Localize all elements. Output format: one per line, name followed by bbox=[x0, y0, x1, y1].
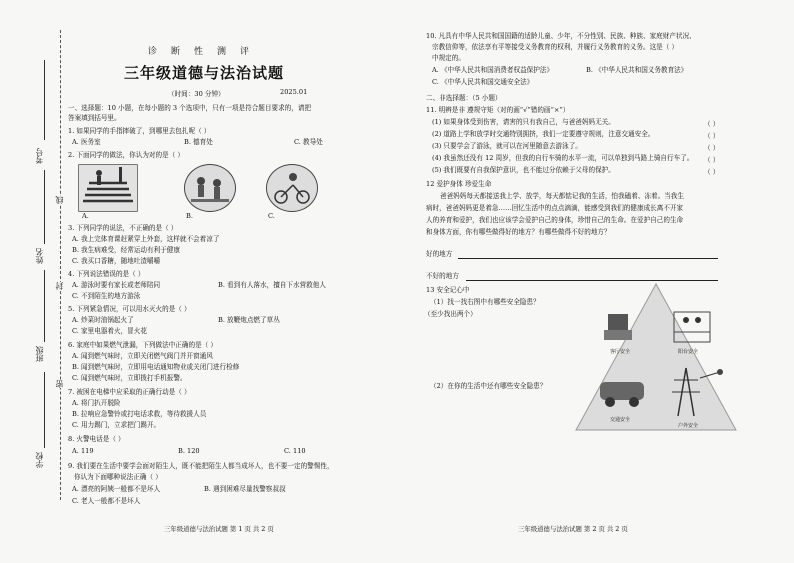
q7-option-a: A. 将门扒开脱险 bbox=[72, 399, 121, 407]
q10-option-a: A. 《中华人民共和国消费者权益保护法》 bbox=[432, 66, 554, 74]
good-points-label: 好的地方 bbox=[426, 250, 453, 258]
xuexiao-label: 学校 bbox=[35, 452, 44, 468]
q11-item-2: (2) 道路上学和放学时交通特别拥挤，我们一定要遵守规则，注意交通安全。 bbox=[432, 130, 655, 138]
q1-option-a: A. 医务室 bbox=[72, 138, 101, 146]
q6-option-c: C. 闻到燃气味时，立即拨打手机报警。 bbox=[72, 374, 187, 382]
question-3: 3. 下列同学的说法，不正确的是（ ） bbox=[68, 224, 178, 232]
q12-paragraph-3: 人的养育和爱护，我们也应该学会爱护自己的身体，珍惜自己的生命。在爱护自己的生命 bbox=[426, 216, 684, 224]
q8-option-a: A. 119 bbox=[72, 447, 94, 455]
left-page bbox=[68, 0, 390, 563]
question-10: 10. 凡具有中华人民共和国国籍的适龄儿童、少年，不分性别、民族、种族、家庭财产状况、 bbox=[426, 32, 696, 40]
kaohao-line bbox=[44, 60, 45, 140]
exam-time: （时间：30 分钟） bbox=[168, 90, 225, 98]
right-footer: 三年级道德与法治试题 第 2 页 共 2 页 bbox=[518, 525, 628, 533]
caption-balcony: 阳台安全 bbox=[678, 349, 699, 355]
q3-option-a: A. 我上完体育课赶紧穿上外套，这样就不会着凉了 bbox=[72, 235, 220, 243]
q11-item-1: (1) 如果身体受到伤害，请害的只有我自己，与爸爸妈妈无关。 bbox=[432, 118, 615, 126]
section1-intro-2: 答案填到括号里。 bbox=[68, 114, 121, 122]
xingming-label: 姓名 bbox=[35, 248, 44, 264]
q2-label-b: B. bbox=[186, 212, 193, 220]
good-points-line[interactable] bbox=[458, 258, 718, 259]
q10-option-c: C. 《中华人民共和国交通安全法》 bbox=[432, 78, 534, 86]
xian-mark: 线 bbox=[55, 196, 64, 204]
q12-paragraph-2: 病时，爸爸妈妈更是着急……回忆生活中的点点滴滴，能感受到我们的健康成长离不开家 bbox=[426, 204, 684, 212]
caption-traffic: 交通安全 bbox=[610, 417, 631, 423]
q6-option-a: A. 闻到燃气味时，立即关闭燃气阀门并开窗通风 bbox=[72, 352, 213, 360]
q8-option-c: C. 110 bbox=[284, 447, 306, 455]
question-10-line2: 宗教信仰等，依法享有平等接受义务教育的权利，并履行义务教育的义务。这是（ ） bbox=[432, 43, 679, 51]
section2-title: 二、非选择题：（5 小题） bbox=[426, 94, 502, 102]
ride-illustration bbox=[267, 165, 317, 211]
q5-option-a: A. 炒菜时油锅起火了 bbox=[72, 316, 134, 324]
exam-header: 诊断性测评 bbox=[148, 47, 264, 57]
q2-label-c: C. bbox=[268, 212, 275, 220]
safety-hazard-illustration bbox=[574, 282, 738, 432]
q13-part-2: （2）在你的生活中还有哪些安全隐患？ bbox=[430, 382, 547, 390]
q3-option-b: B. 我生病难受，经常运动有利于健康 bbox=[72, 246, 180, 254]
q7-option-b: B. 拉响应急警铃或打电话求救，等待救援人员 bbox=[72, 410, 207, 418]
q12-paragraph-4: 和身体方面，你有哪些做得好的地方？有哪些做得不好的地方？ bbox=[426, 228, 611, 236]
q1-option-b: B. 德育处 bbox=[184, 138, 213, 146]
q11-answer-5[interactable]: （ ） bbox=[704, 168, 720, 176]
q5-option-c: C. 家里电器着火，冒火花 bbox=[72, 327, 147, 335]
section1-intro: 一、选择题：10 小题，在每小题的 3 个选项中，只有一项是符合题目要求的，请把 bbox=[68, 104, 312, 112]
banji-line bbox=[44, 270, 45, 342]
q5-option-b: B. 放鞭炮点燃了草丛 bbox=[218, 316, 280, 324]
question-7: 7. 被困在电梯中应采取的正确行动是（ ） bbox=[68, 388, 191, 396]
q4-option-a: A. 游泳时要有家长或老师陪同 bbox=[72, 281, 161, 289]
q9-option-c: C. 老人一般都不是坏人 bbox=[72, 497, 141, 505]
binding-strip bbox=[14, 0, 66, 563]
q11-answer-2[interactable]: （ ） bbox=[704, 132, 720, 140]
q2-label-a: A. bbox=[82, 212, 89, 220]
q13-part-1: （1）找一找右图中有哪些安全隐患？ bbox=[430, 298, 540, 306]
q11-item-5: (5) 我们既要有自我保护意识，也不能过分依赖于父母的保护。 bbox=[432, 166, 615, 174]
q12-paragraph-1: 爸爸妈妈每天都接送我上学、放学，每天都惦记我的生活，怕我磕着、冻着。当我生 bbox=[440, 192, 684, 200]
question-2: 2. 下面同学的做法，你认为对的是（ ） bbox=[68, 151, 184, 159]
question-12: 12 爱护身体 珍爱生命 bbox=[426, 180, 492, 188]
question-4: 4. 下列说法错误的是（ ） bbox=[68, 270, 145, 278]
q11-item-4: (4) 我虽然还没有 12 周岁，但我的自行车骑的水平一流，可以单独到马路上骑自行车了。 bbox=[432, 154, 694, 162]
q8-option-b: B. 120 bbox=[178, 447, 200, 455]
q6-option-b: B. 闻到燃气味时，立即用电话通知物业或关闭门进行检修 bbox=[72, 363, 240, 371]
safety-triangle-graphic bbox=[574, 282, 738, 432]
kaohao-label: 考号 bbox=[35, 148, 44, 164]
bad-points-line[interactable] bbox=[466, 280, 718, 281]
children-illustration bbox=[185, 165, 235, 211]
q1-option-c: C. 教导处 bbox=[294, 138, 323, 146]
question-1: 1. 如果同学的手指摔破了，到哪里去包扎呢（ ） bbox=[68, 127, 211, 135]
q10-option-b: B. 《中华人民共和国义务教育法》 bbox=[586, 66, 688, 74]
q2-picture-b bbox=[184, 164, 236, 212]
q4-option-b: B. 看到有人落水，擅自下水营救他人 bbox=[218, 281, 326, 289]
q2-picture-c bbox=[266, 164, 318, 212]
question-11: 11. 明辨是非 遵规守矩（对的画“√”错的画“×”） bbox=[426, 106, 570, 114]
left-footer: 三年级道德与法治试题 第 1 页 共 2 页 bbox=[164, 525, 274, 533]
q13-part-1b: （至少找出两个） bbox=[424, 310, 477, 318]
q2-picture-a bbox=[78, 164, 138, 212]
bad-points-label: 不好的地方 bbox=[426, 272, 459, 280]
caption-living-room: 客厅安全 bbox=[610, 349, 631, 355]
xingming-line bbox=[44, 170, 45, 244]
q11-answer-3[interactable]: （ ） bbox=[704, 144, 720, 152]
question-6: 6. 家庭中如果燃气泄漏，下列做法中正确的是（ ） bbox=[68, 341, 217, 349]
feng-mark: 封 bbox=[55, 282, 64, 290]
q11-item-3: (3) 只要学会了游泳，就可以在河里随意去游泳了。 bbox=[432, 142, 582, 150]
q9-option-b: B. 遇到困难尽量找警察叔叔 bbox=[204, 485, 286, 493]
exam-date: 2025.01 bbox=[280, 88, 308, 96]
crosswalk-illustration bbox=[79, 165, 137, 211]
question-5: 5. 下列紧急情况，可以用水灭火的是（ ） bbox=[68, 305, 191, 313]
caption-outdoor: 户外安全 bbox=[678, 423, 699, 429]
q7-option-c: C. 用力踢门，立求把门踢开。 bbox=[72, 421, 161, 429]
question-9-line2: 你认为下面哪种说法正确（ ） bbox=[74, 473, 162, 481]
q9-option-a: A. 漂亮的阿姨一般都不是坏人 bbox=[72, 485, 161, 493]
mi-mark: 密 bbox=[55, 380, 64, 388]
q11-answer-1[interactable]: （ ） bbox=[704, 120, 720, 128]
q11-answer-4[interactable]: （ ） bbox=[704, 156, 720, 164]
q4-option-c: C. 不到陌生的地方游泳 bbox=[72, 292, 141, 300]
right-page bbox=[418, 0, 748, 563]
xuexiao-line bbox=[44, 372, 45, 448]
q3-option-c: C. 我买口香糖，随地吐渣嚼嚼 bbox=[72, 257, 161, 265]
binding-dashline bbox=[60, 30, 61, 500]
question-10-line3: 中规定的。 bbox=[432, 54, 465, 62]
exam-title: 三年级道德与法治试题 bbox=[124, 64, 285, 82]
question-8: 8. 火警电话是（ ） bbox=[68, 435, 125, 443]
question-13: 13 安全记心中 bbox=[426, 286, 470, 294]
question-9: 9. 我们要在生活中要学会面对陌生人，既不能把陌生人都当成坏人，也不要一定的警惕性， bbox=[68, 462, 334, 470]
banji-label: 班级 bbox=[35, 346, 44, 362]
